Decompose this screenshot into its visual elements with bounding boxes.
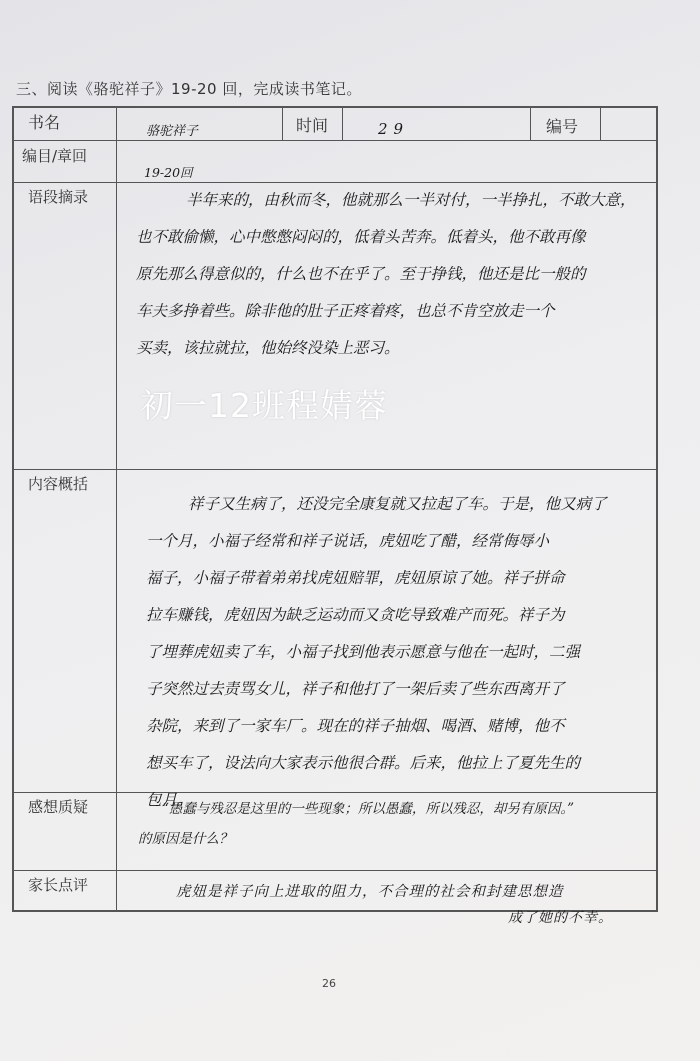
cell-divider xyxy=(342,106,343,141)
parent-comment-label: 家长点评 xyxy=(28,876,89,894)
table-border-top xyxy=(12,106,658,108)
parent-comment-continuation: 成了她的不幸。 xyxy=(508,910,613,926)
row-divider xyxy=(12,870,658,871)
summary-line: 拉车赚钱，虎妞因为缺乏运动而又贪吃导致难产而死。祥子为 xyxy=(146,606,565,624)
excerpt-text xyxy=(130,182,650,367)
summary-label: 内容概括 xyxy=(28,475,89,493)
watermark-student-name: 初一12班程婧蓉 xyxy=(140,386,388,425)
reflection-label: 感想质疑 xyxy=(28,798,89,816)
excerpt-line: 也不敢偷懒，心中憋憋闷闷的，低着头苦奔。低着头，他不敢再像 xyxy=(136,228,586,246)
label-column-divider xyxy=(116,106,117,912)
excerpt-line: 原先那么得意似的，什么也不在乎了。至于挣钱，他还是比一般的 xyxy=(136,265,586,283)
excerpt-line: 车夫多挣着些。除非他的肚子正疼着疼，也总不肯空放走一个 xyxy=(136,302,555,320)
row-divider xyxy=(12,469,658,470)
summary-line: 包月。 xyxy=(146,791,193,809)
chapter-label: 编目/章回 xyxy=(22,147,88,165)
summary-line: 想买车了，设法向大家表示他很合群。后来，他拉上了夏先生的 xyxy=(146,754,581,772)
excerpt-line: 半年来的，由秋而冬，他就那么一半对付，一半挣扎，不敢大意， xyxy=(186,191,636,209)
summary-line: 杂院，来到了一家车厂。现在的祥子抽烟、喝酒、赌博，他不 xyxy=(146,717,565,735)
summary-line: 了埋葬虎妞卖了车，小福子找到他表示愿意与他在一起时，二强 xyxy=(146,643,581,661)
summary-line: 福子，小福子带着弟弟找虎妞赔罪，虎妞原谅了她。祥子拼命 xyxy=(146,569,565,587)
page-number: 26 xyxy=(322,977,336,990)
cell-divider xyxy=(600,106,601,141)
summary-line: 一个月，小福子经常和祥子说话，虎妞吃了醋，经常侮辱小 xyxy=(146,532,550,550)
number-label: 编号 xyxy=(546,117,579,136)
reflection-line: 的原因是什么？ xyxy=(138,831,233,847)
reflection-line: “愚蠢与残忍是这里的一些现象；所以愚蠢，所以残忍，却另有原因。” xyxy=(162,801,575,817)
summary-line: 祥子又生病了，还没完全康复就又拉起了车。于是，他又病了 xyxy=(188,495,607,513)
parent-comment-text xyxy=(176,876,656,908)
row-divider xyxy=(12,140,658,141)
time-label: 时间 xyxy=(296,116,329,135)
cell-divider xyxy=(282,106,283,141)
cell-divider xyxy=(530,106,531,141)
reflection-text xyxy=(138,794,652,854)
book-name-value: 骆驼祥子 xyxy=(146,124,199,139)
summary-line: 子突然过去责骂女儿，祥子和他打了一架后卖了些东西离开了 xyxy=(146,680,565,698)
reading-notes-table xyxy=(12,106,658,912)
parent-comment-line: 虎妞是祥子向上进取的阻力，不合理的社会和封建思想造 xyxy=(176,884,564,900)
worksheet-heading: 三、阅读《骆驼祥子》19-20 回，完成读书笔记。 xyxy=(16,80,362,98)
summary-text xyxy=(142,486,652,819)
chapter-value: 19-20回 xyxy=(144,165,193,180)
excerpt-label: 语段摘录 xyxy=(28,188,89,206)
time-value: 29 xyxy=(378,120,410,138)
book-name-label: 书名 xyxy=(28,113,61,132)
excerpt-line: 买卖，该拉就拉，他始终没染上恶习。 xyxy=(136,339,400,357)
